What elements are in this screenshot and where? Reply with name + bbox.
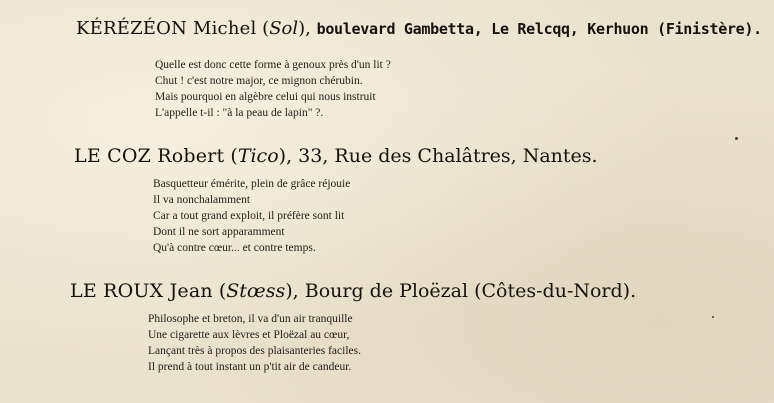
poem-line: Il va nonchalamment	[153, 194, 251, 206]
poem-line: Car a tout grand exploit, il préfère sont lit	[153, 210, 345, 222]
poem-line: Il prend à tout instant un p'tit air de candeur.	[148, 361, 352, 373]
poem-line: Mais pourquoi en algèbre celui qui nous instruit	[155, 91, 376, 103]
paren-close: ),	[278, 145, 299, 167]
student-nickname: Stœss	[226, 280, 286, 302]
student-address: boulevard Gambetta, Le Relcqq, Kerhuon (Finistère).	[316, 20, 762, 38]
poem-lecoz	[153, 176, 350, 256]
paren-close: ),	[298, 18, 317, 39]
poem-kerezeon	[155, 57, 391, 121]
paren-close: ),	[285, 280, 305, 302]
poem-line: L'appelle t-il : "à la peau de lapin" ?.	[155, 107, 324, 119]
paren-open: (	[256, 18, 270, 39]
student-nickname: Sol	[269, 18, 299, 39]
student-name: KÉRÉZÉON Michel	[76, 18, 257, 39]
entry-header-kerezeon	[76, 18, 762, 39]
student-name: LE COZ Robert	[74, 145, 225, 167]
paren-open: (	[224, 145, 238, 167]
paper-speck	[735, 137, 738, 140]
entry-header-lecoz	[74, 145, 598, 167]
poem-line: Dont il ne sort apparamment	[153, 226, 285, 238]
entry-header-leroux	[70, 280, 636, 302]
paper-speck	[712, 316, 714, 318]
poem-line: Qu'à contre cœur... et contre temps.	[153, 242, 316, 254]
student-nickname: Tico	[237, 145, 279, 167]
student-address: Bourg de Ploëzal (Côtes-du-Nord).	[304, 280, 637, 302]
poem-line: Philosophe et breton, il va d'un air tranquille	[148, 313, 353, 325]
poem-line: Chut ! c'est notre major, ce mignon chérubin.	[155, 75, 363, 87]
student-address: 33, Rue des Chalâtres, Nantes.	[298, 145, 598, 167]
poem-line: Lançant très à propos des plaisanteries faciles.	[148, 345, 361, 357]
poem-line: Quelle est donc cette forme à genoux près d'un lit ?	[155, 59, 391, 71]
poem-leroux	[148, 311, 361, 375]
student-name: LE ROUX Jean	[70, 280, 213, 302]
paren-open: (	[212, 280, 227, 302]
poem-line: Une cigarette aux lèvres et Ploëzal au cœur,	[148, 329, 350, 341]
poem-line: Basquetteur émérite, plein de grâce réjouie	[153, 178, 351, 190]
